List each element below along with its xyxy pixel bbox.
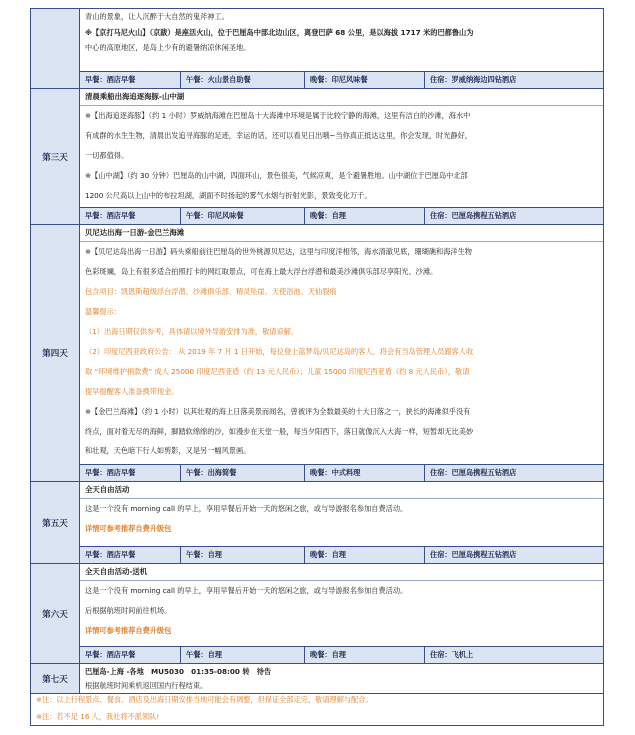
day4-included: 包含项目：凯恩斯超级浮台浮潜、沙滩俱乐部、精灵坠崖、天使浴池、天仙裂痕 [85,287,337,296]
day5-text: 这是一个没有 morning call 的早上，享用早餐后开始一天的悠闲之旅，或与导游报名参加自费活动。 [85,504,408,513]
breakfast-cell: 早餐：酒店早餐 [80,465,181,481]
hotel-cell: 住宿：巴厘岛携程五钻酒店 [430,550,517,559]
hotel-cell: 住宿：罗威纳海边四钻酒店 [430,75,517,84]
day4-tip: 提早提醒客人准备携带现金。 [85,387,179,396]
day7-content [80,664,603,693]
day4-beach-line: 终点，面对着无尽的海鲜，脚踏软绵绵的沙，如漫步在天堂一般，每当夕阳西下，落日就像沉入大海一样，短暂却无比美妙 [85,427,474,436]
day2-text: 青山的景象，让人沉醉于大自然的鬼斧神工。 [85,12,229,21]
day2-label-cell [31,9,80,88]
dinner-cell: 晚餐：自理 [305,647,425,663]
day3-content [80,89,603,224]
itinerary-table [30,8,604,726]
day4-tip: （2）印度尼西亚政府公告： 从 2019 年 7 月 1 日开始，每位登上蓝梦岛/贝尼达岛的客人，将会有当岛管理人员跟客人收 [85,347,474,356]
day4-beach-line: ※【金巴兰海滩】（约 1 小时）以其壮观的海上日落美景而闻名，曾被评为全数最美的十大日落之一，狭长的海滩似乎没有 [85,407,471,416]
day5-title: 全天自由活动 [80,482,603,499]
day4-beach-line: 和壮观，天色暗下行人如剪影，又是另一幅风景画。 [85,446,251,455]
day3-block [31,89,603,225]
day2-meal-row [80,71,603,88]
day5-content [80,482,603,563]
hotel-cell: 住宿：巴厘岛携程五钻酒店 [430,211,517,220]
dinner-cell: 晚餐：自理 [305,547,425,563]
dinner-cell: 晚餐：印尼风味餐 [305,72,425,88]
day2-attraction-line: 中心的高原地区，是岛上少有的避暑纳凉休闲圣地。 [85,43,251,52]
day7-flight: 巴厘岛-上海 -各地 MU5030 01:35-08:00 转 待告 [85,667,272,676]
day5-upgrade-note: 详情可参考推荐自费升级包 [85,524,172,533]
breakfast-cell: 早餐：酒店早餐 [80,547,181,563]
day7-block [31,664,603,694]
day6-upgrade-note: 详情可参考推荐自费升级包 [85,626,172,635]
day2-tail-block [31,9,603,89]
day2-content [80,9,603,88]
day3-line: ※【山中湖】（约 30 分钟）巴厘岛的山中湖，四面环山，景色很美，气候凉爽，是个避暑胜地。山中湖位于巴厘岛中北部 [85,171,468,180]
lunch-cell: 午餐：自理 [181,647,305,663]
day7-label: 第七天 [31,664,80,693]
day3-meal-row [80,207,603,224]
footer-notes [31,691,603,725]
day6-label: 第六天 [31,564,80,663]
day6-text: 这是一个没有 morning call 的早上，享用早餐后开始一天的悠闲之旅，或与导游报名参加自费活动。 [85,586,408,595]
day4-block [31,225,603,482]
day3-line: ※【出海追逐海豚】（约 1 小时）罗威纳海滩在巴厘岛十大海滩中环境是属于比较宁静的海滩，这里有洁白的沙滩，海水中 [85,111,471,120]
day4-tip: （1）出海日期仅供参考，具体请以境外导游安排为准，敬请谅解。 [85,327,299,336]
day4-meal-row [80,464,603,481]
lunch-cell: 午餐：自理 [181,547,305,563]
day4-tips-title: 温馨提示： [85,307,121,316]
day2-attraction-line: ※【京打马尼火山】（京跋）是座活火山，位于巴厘岛中部北边山区，离登巴萨 68 公里，是以海拔 1717 米的巴都鲁山为 [85,28,474,37]
note-line: ※注：若不足 16 人，我社将不派领队! [36,712,160,721]
lunch-cell: 午餐：出海简餐 [181,465,305,481]
day4-tip: 取 “环境维护捐款费” 成人 25000 印度尼西亚盾（约 13 元人民币）；儿童 15000 印度尼西亚盾（约 8 元人民币），敬请 [85,367,470,376]
day6-block [31,564,603,664]
lunch-cell: 午餐：印尼风味餐 [181,208,305,224]
day5-block [31,482,603,564]
day4-label: 第四天 [31,225,80,481]
hotel-cell: 住宿：飞机上 [430,650,474,659]
day5-label: 第五天 [31,482,80,563]
day6-meal-row [80,646,603,663]
dinner-cell: 晚餐：中式料理 [305,465,425,481]
dinner-cell: 晚餐：自理 [305,208,425,224]
note-line: ※注：以上行程景点、餐食、酒店及出海日期安排当地可能会有调整，但保证全部走完，敬请理解与配合。 [36,695,373,704]
day4-content [80,225,603,481]
breakfast-cell: 早餐：酒店早餐 [80,208,181,224]
day3-title: 清晨乘船出海追逐海豚-山中湖 [80,89,603,106]
day7-text: 根据航班时间乘机返回国内行程结束。 [85,681,208,690]
day4-intro-line: ※【贝尼达岛出海一日游】码头乘船前往巴厘岛的世外桃源贝尼达，这里与印度洋相邻，海水清澈见底，珊瑚礁和海洋生物 [85,247,472,256]
day3-line: 一切都值得。 [85,151,129,160]
breakfast-cell: 早餐：酒店早餐 [80,647,181,663]
hotel-cell: 住宿：巴厘岛携程五钻酒店 [430,468,517,477]
day3-label: 第三天 [31,89,80,224]
day3-line: 有成群的水生生物，清晨出发追寻海豚的足迹，幸运的话，还可以看见日出哦~当你真正抵达这里，你会发现，时光静好， [85,131,472,140]
day6-content [80,564,603,663]
day4-intro-line: 色彩斑斓，岛上有很多适合拍照打卡的网红取景点，可在海上最大浮台浮潜和最美沙滩俱乐部尽享阳光、沙滩。 [85,267,438,276]
day6-title: 全天自由活动-送机 [80,564,603,581]
lunch-cell: 午餐：火山景自助餐 [181,72,305,88]
day5-meal-row [80,546,603,563]
day6-text: 后根据航班时间前往机场。 [85,606,172,615]
breakfast-cell: 早餐：酒店早餐 [80,72,181,88]
day3-line: 1200 公尺高以上山中的布拉坦湖，湖面不时扬起的雾气水烟与折射光影，景致变化万千。 [85,191,372,200]
day4-title: 贝尼达出海一日游-金巴兰海滩 [80,225,603,242]
